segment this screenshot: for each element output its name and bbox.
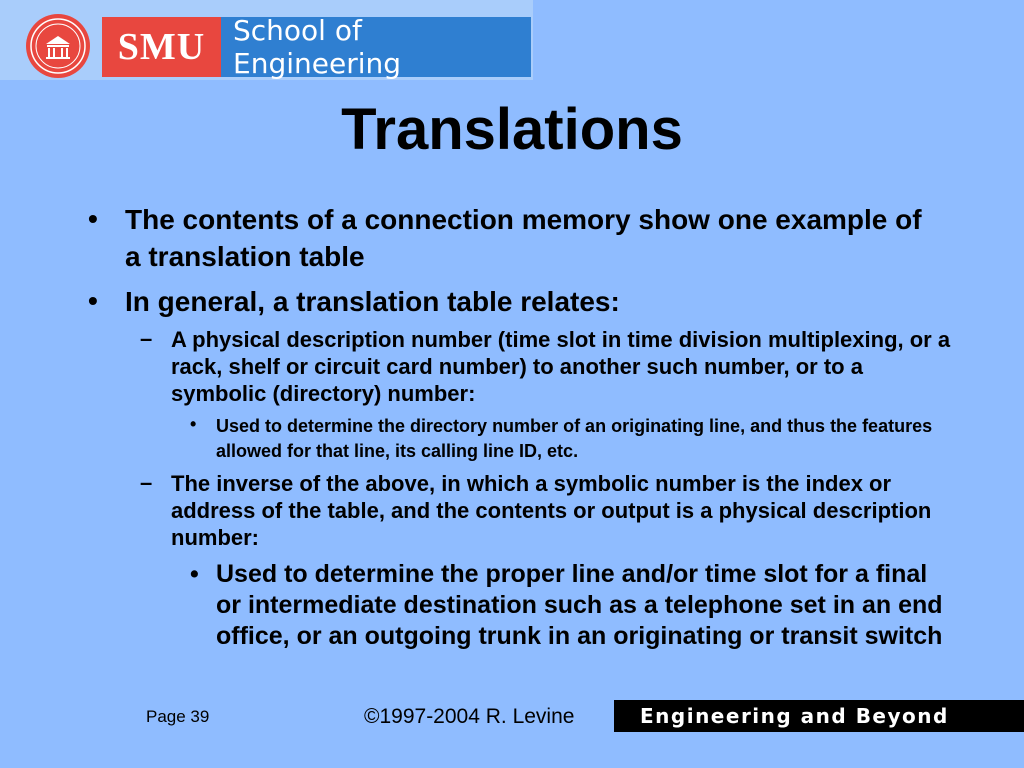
smu-logo: SMU bbox=[102, 17, 221, 77]
dash-marker: – bbox=[140, 326, 153, 351]
sub-item: A physical description number (time slot in time division multiplexing, or a rack, shelf or circuit card number) to another such number, or to a symbolic (directory) number: bbox=[171, 327, 951, 406]
bullet-item: The contents of a connection memory show one example of a translation table bbox=[125, 204, 922, 272]
logo-bar bbox=[0, 0, 533, 80]
bullet-marker: • bbox=[190, 414, 197, 434]
bullet-marker: • bbox=[88, 203, 98, 234]
tagline-banner: Engineering and Beyond bbox=[614, 700, 1024, 732]
copyright: ©1997-2004 R. Levine bbox=[364, 705, 575, 728]
smu-seal-icon bbox=[26, 14, 90, 78]
sub-sub-item: Used to determine the proper line and/or time slot for a final or intermediate destination such as a telephone set in an end office, or an outgoing trunk in an originating or transit switch bbox=[216, 560, 943, 650]
bullet-marker: • bbox=[190, 560, 199, 588]
sub-sub-item: Used to determine the directory number of an originating line, and thus the features allowed for that line, its calling line ID, etc. bbox=[216, 416, 933, 461]
dash-marker: – bbox=[140, 470, 153, 495]
bullet-item: In general, a translation table relates: bbox=[125, 286, 620, 317]
school-name: School of Engineering bbox=[221, 17, 531, 77]
page-number: Page 39 bbox=[146, 707, 210, 726]
bullet-marker: • bbox=[88, 285, 98, 316]
slide-title: Translations bbox=[341, 97, 683, 162]
sub-item: The inverse of the above, in which a symbolic number is the index or address of the table, and the contents or output is a physical description number: bbox=[171, 471, 932, 550]
